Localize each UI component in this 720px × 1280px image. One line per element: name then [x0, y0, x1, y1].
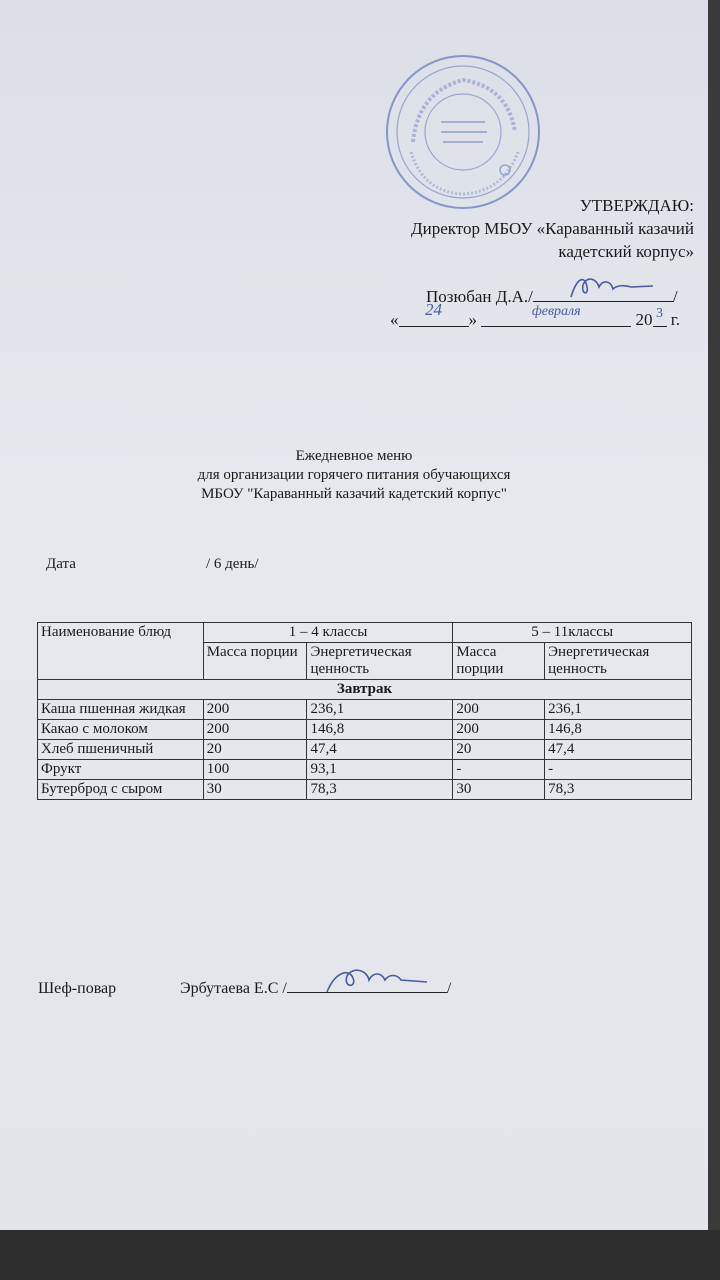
approval-position-2: кадетский корпус»	[558, 242, 694, 261]
mass-5-11: -	[453, 760, 545, 780]
header-energy-1: Энергетическая ценность	[307, 643, 453, 680]
desk-background	[0, 1230, 720, 1280]
approval-block	[334, 194, 694, 263]
chef-title: Шеф-повар	[38, 980, 117, 997]
date-year-field	[653, 306, 667, 327]
director-name: Позюбан Д.А./	[426, 287, 533, 306]
mass-1-4: 30	[203, 780, 307, 800]
dish-name: Бутерброд с сыром	[38, 780, 204, 800]
energy-5-11: 146,8	[545, 720, 692, 740]
mass-5-11: 200	[453, 720, 545, 740]
energy-5-11: 236,1	[545, 700, 692, 720]
energy-5-11: 78,3	[545, 780, 692, 800]
approval-position-1: Директор МБОУ «Караванный казачий	[411, 219, 694, 238]
header-group-5-11: 5 – 11классы	[453, 623, 692, 643]
mass-1-4: 200	[203, 720, 307, 740]
date-row	[46, 556, 259, 573]
section-breakfast: Завтрак	[38, 680, 692, 700]
mass-5-11: 200	[453, 700, 545, 720]
director-signature-field	[533, 285, 673, 302]
mass-1-4: 100	[203, 760, 307, 780]
director-signature	[533, 273, 673, 303]
menu-table	[37, 622, 692, 800]
table-row	[38, 720, 692, 740]
dish-name: Какао с молоком	[38, 720, 204, 740]
header-group-1-4: 1 – 4 классы	[203, 623, 453, 643]
chef-signature-field	[287, 976, 447, 993]
table-row	[38, 740, 692, 760]
approval-date-line	[390, 300, 681, 330]
header-mass-1: Масса порции	[203, 643, 307, 680]
table-row	[38, 780, 692, 800]
menu-title: Ежедневное меню	[295, 448, 413, 464]
header-energy-2: Энергетическая ценность	[545, 643, 692, 680]
table-row	[38, 760, 692, 780]
date-year-prefix: 20	[635, 310, 653, 329]
chef-signature	[287, 964, 447, 998]
chef-name: Эрбутаева Е.С /	[180, 980, 287, 997]
director-sign-end: /	[672, 287, 678, 306]
section-row	[38, 680, 692, 700]
energy-1-4: 78,3	[307, 780, 453, 800]
date-year-end: г.	[670, 310, 681, 329]
mass-1-4: 20	[203, 740, 307, 760]
energy-5-11: 47,4	[545, 740, 692, 760]
energy-1-4: 47,4	[307, 740, 453, 760]
menu-subtitle: для организации горячего питания обучающихся	[197, 467, 511, 483]
date-year-suffix: 3	[656, 306, 663, 321]
table-header-row	[38, 623, 692, 643]
approval-heading: УТВЕРЖДАЮ:	[579, 196, 694, 215]
date-month-field	[481, 304, 631, 327]
table-row	[38, 700, 692, 720]
date-day-field	[399, 300, 469, 327]
mass-5-11: 30	[453, 780, 545, 800]
school-name: МБОУ "Караванный казачий кадетский корпус"	[201, 486, 507, 502]
chef-sign-end: /	[446, 980, 452, 997]
date-label: Дата	[46, 556, 76, 572]
date-quote-open: «	[390, 310, 399, 329]
energy-1-4: 146,8	[307, 720, 453, 740]
date-day: 24	[425, 300, 442, 319]
energy-5-11: -	[545, 760, 692, 780]
dish-name: Хлеб пшеничный	[38, 740, 204, 760]
dish-name: Каша пшенная жидкая	[38, 700, 204, 720]
energy-1-4: 236,1	[307, 700, 453, 720]
dish-name: Фрукт	[38, 760, 204, 780]
mass-1-4: 200	[203, 700, 307, 720]
date-month: февраля	[531, 304, 581, 319]
header-mass-2: Масса порции	[453, 643, 545, 680]
header-dish-name: Наименование блюд	[38, 623, 204, 680]
mass-5-11: 20	[453, 740, 545, 760]
date-quote-close: »	[468, 310, 477, 329]
date-value: / 6 день/	[206, 556, 259, 572]
energy-1-4: 93,1	[307, 760, 453, 780]
official-stamp	[383, 52, 543, 212]
chef-signature-line	[38, 976, 451, 998]
